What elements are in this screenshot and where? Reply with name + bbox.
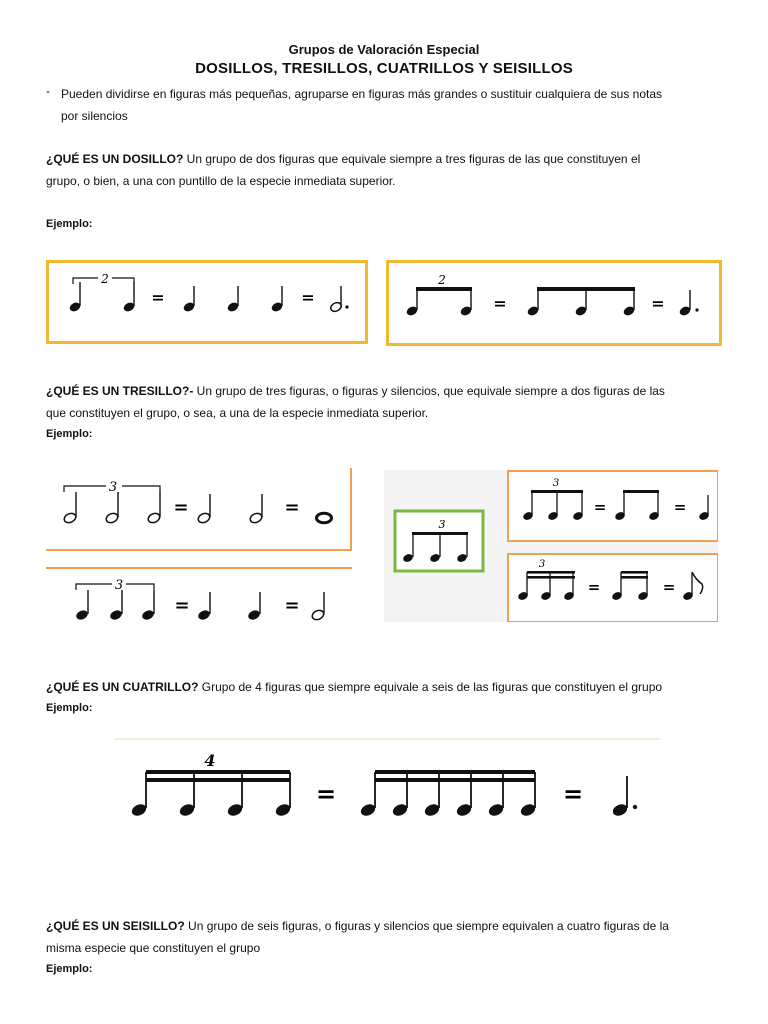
half-note (105, 492, 120, 524)
tresillo-text-2: que constituyen el grupo, o sea, a una de la especie inmediata superior. (46, 406, 429, 420)
equals-sign: = (284, 497, 300, 518)
dosillo-question: ¿QUÉ ES UN DOSILLO? (46, 152, 184, 166)
tresillo-example-right (384, 470, 718, 622)
dosillo-text-2: grupo, o bien, a una con puntillo de la especie inmediata superior. (46, 174, 396, 188)
equals-sign: = (173, 497, 189, 518)
beam (375, 770, 535, 774)
tuplet-number: 3 (108, 480, 118, 495)
half-note (147, 492, 162, 524)
half-note (63, 492, 78, 524)
tuplet-number: 3 (438, 518, 446, 531)
beam (375, 778, 535, 782)
whole-note (317, 513, 332, 523)
quarter-note (247, 592, 262, 621)
beam (621, 571, 648, 574)
intro-line-2: por silencios (61, 109, 128, 123)
equals-sign: = (284, 595, 300, 616)
equals-sign: = (301, 288, 315, 307)
tresillo-example-label: Ejemplo: (46, 428, 93, 440)
seisillo-paragraph-line-1 (46, 915, 746, 937)
dosillo-text-1: Un grupo de dos figuras que equivale siempre a tres figuras de las que constituyen el (183, 152, 641, 166)
cuatrillo-example (114, 736, 660, 826)
dosillo-example-quarters (46, 260, 368, 344)
bullet-marker: - (46, 84, 50, 98)
intro-line-1: Pueden dividirse en figuras más pequeñas, agruparse en figuras más grandes o sustituir cualquiera de sus notas (61, 87, 663, 101)
dosillo-paragraph-line-1 (46, 148, 726, 170)
tuplet-number: 2 (438, 273, 446, 287)
equals-sign: = (562, 779, 584, 808)
beam (146, 778, 290, 782)
seisillo-example-label: Ejemplo: (46, 963, 93, 975)
tresillo-example-left (46, 468, 356, 628)
tuplet-number: 3 (538, 559, 546, 570)
half-note (249, 494, 264, 524)
beam (146, 770, 290, 774)
cuatrillo-paragraph (46, 676, 736, 698)
seisillo-text-1: Un grupo de seis figuras, o figuras y silencios que siempre equivalen a cuatro figuras de la (184, 919, 669, 933)
half-note (197, 494, 212, 524)
quarter-note (141, 590, 156, 621)
panel-border (48, 262, 367, 343)
equals-sign: = (651, 294, 665, 313)
page-title: Grupos de Valoración Especial (288, 42, 480, 57)
quarter-note (109, 590, 124, 621)
beam (623, 490, 659, 493)
dotted-eighth-quarter-note (611, 776, 637, 818)
equals-sign: = (587, 578, 601, 596)
tuplet-number: 3 (114, 578, 124, 593)
tresillo-question: ¿QUÉ ES UN TRESILLO?- (46, 384, 194, 398)
beam (621, 576, 648, 579)
tresillo-text-1: Un grupo de tres figuras, o figuras y silencios, que equivale siempre a dos figuras de las (193, 384, 665, 398)
equals-sign: = (593, 498, 607, 516)
half-note (311, 592, 326, 621)
dosillo-example-label: Ejemplo: (46, 218, 93, 230)
dosillo-example-eighths (386, 260, 722, 346)
panel-border (508, 471, 718, 541)
beam (527, 576, 575, 579)
cuatrillo-text: Grupo de 4 figuras que siempre equivale a seis de las figuras que constituyen el grupo (198, 680, 663, 694)
page-subtitle: DOSILLOS, TRESILLOS, CUATRILLOS Y SEISILLOS (195, 60, 573, 77)
sixteenth-note (130, 772, 148, 818)
quarter-note (197, 592, 212, 621)
beam (527, 571, 575, 574)
equals-sign: = (174, 595, 190, 616)
quarter-note (75, 590, 90, 621)
equals-sign: = (673, 498, 687, 516)
seisillo-question: ¿QUÉ ES UN SEISILLO? (46, 919, 185, 933)
beam (416, 287, 472, 291)
equals-sign: = (315, 779, 337, 808)
cuatrillo-example-label: Ejemplo: (46, 702, 93, 714)
sixteenth-note (359, 772, 377, 818)
tuplet-number: 2 (101, 272, 109, 286)
equals-sign: = (493, 294, 507, 313)
seisillo-text-2: misma especie que constituyen el grupo (46, 941, 261, 955)
tuplet-number: 4 (204, 751, 216, 770)
tresillo-paragraph-line-1 (46, 380, 736, 402)
cuatrillo-question: ¿QUÉ ES UN CUATRILLO? (46, 680, 199, 694)
equals-sign: = (151, 288, 165, 307)
equals-sign: = (662, 578, 676, 596)
tuplet-number: 3 (552, 478, 560, 489)
